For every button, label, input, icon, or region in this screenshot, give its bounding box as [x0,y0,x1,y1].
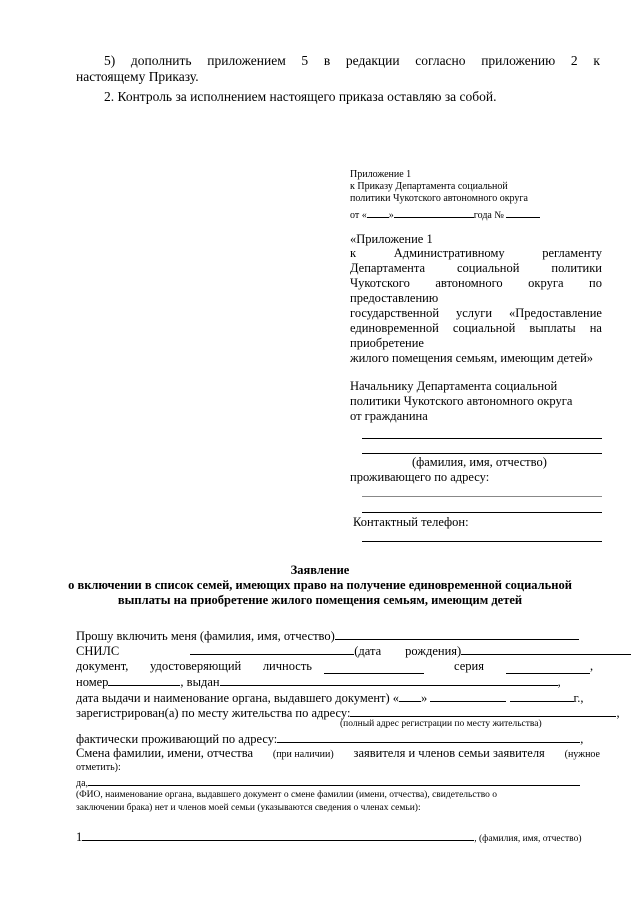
issue-year-field[interactable] [510,690,574,702]
para5-word: 2 [570,53,578,68]
para5-word: 5) [104,53,116,68]
para5-line1 [104,52,600,69]
reg-address-caption: (полный адрес регистрации по месту жительства) [340,719,542,729]
para5-word: приложением [207,53,286,68]
app1-body-l1: «Приложение 1 [350,232,433,246]
reg-address-field[interactable] [350,705,616,717]
form-r2: СНИЛС (дата рождения) [76,643,631,659]
app1-header-l4: от « » года № [350,206,540,222]
form-r11: (ФИО, наименование органа, выдавшего документ о смене фамилии (имени, отчества), свидетельство о [76,790,498,800]
form-r3: документ, удостоверяющий личность серия , [76,659,594,673]
app1-body-word: Чукотского [350,276,410,290]
issue-day-field[interactable] [399,690,421,702]
app1-body-word: «Предоставление [508,306,602,320]
app1-body-word: по [589,276,602,290]
form-r7: фактически проживающий по адресу: , [76,732,584,746]
app1-body-word: Административному [393,246,505,260]
app1-body-word: политики [551,261,602,275]
birthdate-field[interactable] [461,643,631,655]
app1-body-word: к [350,246,357,260]
addressee-l2: политики Чукотского автономного округа [350,394,573,408]
actual-address-field[interactable] [277,731,580,743]
fio-line-2[interactable] [362,453,602,454]
form-r12: заключении брака) нет и членов моей семьи (указываются сведения о членах семьи): [76,803,421,813]
doc-type-field[interactable] [324,662,424,674]
form-r3-word: личность [262,659,312,673]
para5-word: 5 [301,53,309,68]
title-l1: Заявление [290,563,350,577]
para5-word: редакции [345,53,400,68]
addressee-l1: Начальнику Департамента социальной [350,379,558,393]
address-line-2[interactable] [362,512,602,513]
form-r6: зарегистрирован(а) по месту жительства по адресу: , [76,706,620,720]
phone-line[interactable] [362,541,602,542]
app1-body-l8: приобретение [350,336,424,350]
app1-body-word: социальной [457,261,520,275]
fio-caption: (фамилия, имя, отчество) [412,455,547,469]
para5-word: согласно [415,53,466,68]
para5-word: приложению [481,53,556,68]
issue-month-field[interactable] [430,690,506,702]
title-l2: о включении в список семей, имеющих право на получение единовременной социальной [68,578,572,592]
number-field[interactable] [108,674,180,686]
app1-body-word: государственной [350,306,440,320]
app1-body-word: на [589,321,602,335]
form-r13: 1 , (фамилия, имя, отчество) [76,830,582,844]
form-r9: отметить): [76,762,121,773]
title-l3: выплаты на приобретение жилого помещения семьям, имеющим детей [117,593,523,607]
issued-by-field[interactable] [220,674,558,686]
form-r8: Смена фамилии, имени, отчества (при наличии) заявителя и членов семьи заявителя (нужное [76,746,600,760]
app1-body-word: регламенту [542,246,602,260]
app1-body-l7 [350,321,602,336]
app1-body-word: единовременной [350,321,439,335]
app1-body-l5: предоставлению [350,291,439,305]
app1-header-l1: Приложение 1 [350,169,412,180]
app1-header-l3: политики Чукотского автономного округа [350,193,528,204]
addressee-l3: от гражданина [350,409,428,423]
address-line-1[interactable] [362,496,602,497]
form-r1: Прошу включить меня (фамилия, имя, отчество) [76,628,579,644]
form-r3-word: документ, [76,659,129,673]
phone-label: Контактный телефон: [353,515,469,529]
app1-body-word: округа [528,276,564,290]
para2: 2. Контроль за исполнением настоящего приказа оставляю за собой. [104,89,497,104]
app1-header-l2: к Приказу Департамента социальной [350,181,508,192]
app1-body-l2 [350,246,602,261]
para5-word: в [323,53,331,68]
app1-body-l3 [350,261,602,276]
form-r10: да, [76,775,580,790]
app1-body-word: Департамента [350,261,426,275]
form-r4: номер , выдан , [76,675,561,689]
app1-body-l4 [350,276,602,291]
fio-field[interactable] [335,628,579,640]
name-change-field[interactable] [88,775,580,786]
app1-body-word: социальной [452,321,516,335]
app1-body-word: услуги [455,306,493,320]
family-member-1-field[interactable] [82,829,474,841]
app1-body-l9: жилого помещения семьям, имеющим детей» [350,351,594,365]
series-field[interactable] [506,662,590,674]
snils-field[interactable] [190,643,354,655]
form-r3-word: удостоверяющий [150,659,242,673]
app1-body-word: автономного [435,276,503,290]
app1-body-word: выплаты [529,321,576,335]
form-r5: дата выдачи и наименование органа, выдавшего документ) « » г., [76,691,584,705]
residing-label: проживающего по адресу: [350,470,490,484]
fio-line-1[interactable] [362,438,602,439]
para5-word: дополнить [130,53,192,68]
app1-body-l6 [350,306,602,321]
para5-line2: настоящему Приказу. [76,69,199,84]
para5-word: к [593,53,600,68]
